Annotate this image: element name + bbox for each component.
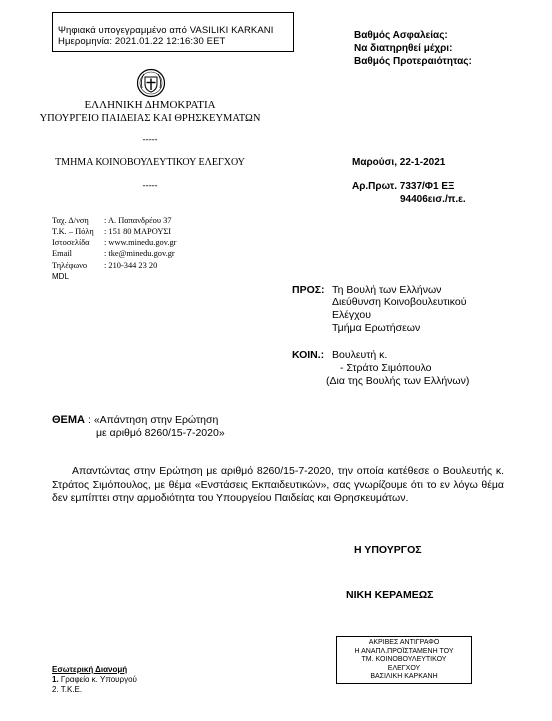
ministry-heading: ΥΠΟΥΡΓΕΙΟ ΠΑΙΔΕΙΑΣ ΚΑΙ ΘΡΗΣΚΕΥΜΑΤΩΝ bbox=[39, 113, 261, 124]
certified-copy-line: ΑΚΡΙΒΕΣ ΑΝΤΙΓΡΑΦΟ bbox=[368, 639, 440, 646]
recipient-line: Ελέγχου bbox=[332, 309, 371, 321]
subject-line: με αριθμό 8260/15-7-2020» bbox=[96, 427, 225, 439]
internal-distribution-title: Εσωτερική Διανομή bbox=[52, 665, 128, 674]
certified-copy-line: Η ΑΝΑΠΛ.ΠΡΟΪΣΤΑΜΕΝΗ ΤΟΥ bbox=[354, 647, 454, 655]
recipient-label: ΠΡΟΣ: bbox=[292, 284, 325, 296]
distribution-item-text: Τ.Κ.Ε. bbox=[58, 685, 83, 694]
protocol-incoming-number: 94406εισ./π.ε. bbox=[400, 194, 466, 205]
cc-line: Βουλευτή κ. bbox=[332, 349, 388, 361]
republic-heading: ΕΛΛΗΝΙΚΗ ΔΗΜΟΚΡΑΤΙΑ bbox=[84, 99, 216, 111]
contact-postcode: : 151 80 ΜΑΡΟΥΣΙ bbox=[104, 227, 172, 236]
contact-label-address: Ταχ. Δ/νση bbox=[52, 216, 89, 225]
recipient-line: Διεύθυνση Κοινοβουλευτικού bbox=[332, 296, 467, 308]
contact-label-website: Ιστοσελίδα bbox=[52, 238, 90, 247]
security-level-label: Βαθμός Ασφαλείας: bbox=[354, 30, 448, 41]
distribution-item-number: 1. bbox=[52, 675, 59, 684]
protocol-number: Αρ.Πρωτ. 7337/Φ1 ΕΞ bbox=[352, 181, 455, 192]
signature-signer: Ψηφιακά υπογεγραμμένο από VASILIKI KARKANI bbox=[58, 25, 274, 36]
signatory-title: Η ΥΠΟΥΡΓΟΣ bbox=[354, 544, 422, 556]
place-date: Μαρούσι, 22-1-2021 bbox=[352, 157, 446, 168]
cc-label: ΚΟΙΝ.: bbox=[292, 349, 325, 361]
digital-signature-box bbox=[52, 12, 294, 52]
department-heading: ΤΜΗΜΑ ΚΟΙΝΟΒΟΥΛΕΥΤΙΚΟΥ ΕΛΕΓΧΟΥ bbox=[55, 157, 245, 168]
distribution-item-number: 2. bbox=[52, 685, 59, 694]
cc-line: - Στράτο Σιμόπουλο bbox=[340, 362, 432, 374]
subject-label: ΘΕΜΑ bbox=[52, 414, 85, 426]
contact-label-email: Email bbox=[52, 249, 73, 258]
contact-label-phone: Τηλέφωνο bbox=[52, 261, 88, 270]
header-separator: ----- bbox=[142, 134, 158, 144]
distribution-item-text: Γραφείο κ. Υπουργού bbox=[58, 675, 137, 684]
contact-phone: : 210-344 23 20 bbox=[104, 261, 158, 270]
certified-copy-line: ΒΑΣΙΛΙΚΗ ΚΑΡΚΑΝΗ bbox=[370, 673, 438, 681]
letter-body: Απαντώντας στην Ερώτηση με αριθμό 8260/15-7-2020, την οποία κατέθεσε ο Βουλευτής κ. Στράτος Σιμόπουλος, με θέμα «Ενστάσεις Εκπαιδευτικών», σας γνωρίζουμε ότι το εν λόγω θέμα δεν εμπίπτει στην αρμοδιότητα του Υπουργείου Παιδείας και Θρησκευμάτων. bbox=[52, 465, 504, 504]
certified-copy-line: ΕΛΕΓΧΟΥ bbox=[387, 664, 421, 672]
contact-label-postcode: Τ.Κ. – Πόλη bbox=[52, 227, 94, 236]
recipient-line: Τη Βουλή των Ελλήνων bbox=[332, 284, 442, 296]
subject-line: : «Απάντηση στην Ερώτηση bbox=[88, 414, 219, 426]
contact-mdl: MDL bbox=[52, 272, 69, 281]
distribution-item bbox=[52, 685, 82, 694]
signature-date: Ημερομηνία: 2021.01.22 12:16:30 EET bbox=[58, 36, 226, 47]
contact-address: : Α. Παπανδρέου 37 bbox=[104, 216, 172, 225]
recipient-line: Τμήμα Ερωτήσεων bbox=[332, 322, 421, 334]
certified-copy-stamp bbox=[336, 636, 472, 684]
contact-email: : tke@minedu.gov.gr bbox=[104, 249, 175, 258]
contact-website: : www.minedu.gov.gr bbox=[104, 238, 177, 247]
priority-level-label: Βαθμός Προτεραιότητας: bbox=[354, 56, 472, 67]
signatory-name: ΝΙΚΗ ΚΕΡΑΜΕΩΣ bbox=[346, 589, 434, 601]
retain-until-label: Να διατηρηθεί μέχρι: bbox=[354, 43, 453, 54]
department-separator: ----- bbox=[142, 180, 158, 190]
distribution-item bbox=[52, 675, 137, 684]
greek-coat-of-arms-icon bbox=[136, 68, 166, 98]
cc-line: (Δια της Βουλής των Ελλήνων) bbox=[326, 375, 470, 387]
certified-copy-line: ΤΜ. ΚΟΙΝΟΒΟΥΛΕΥΤΙΚΟΥ bbox=[361, 656, 447, 664]
